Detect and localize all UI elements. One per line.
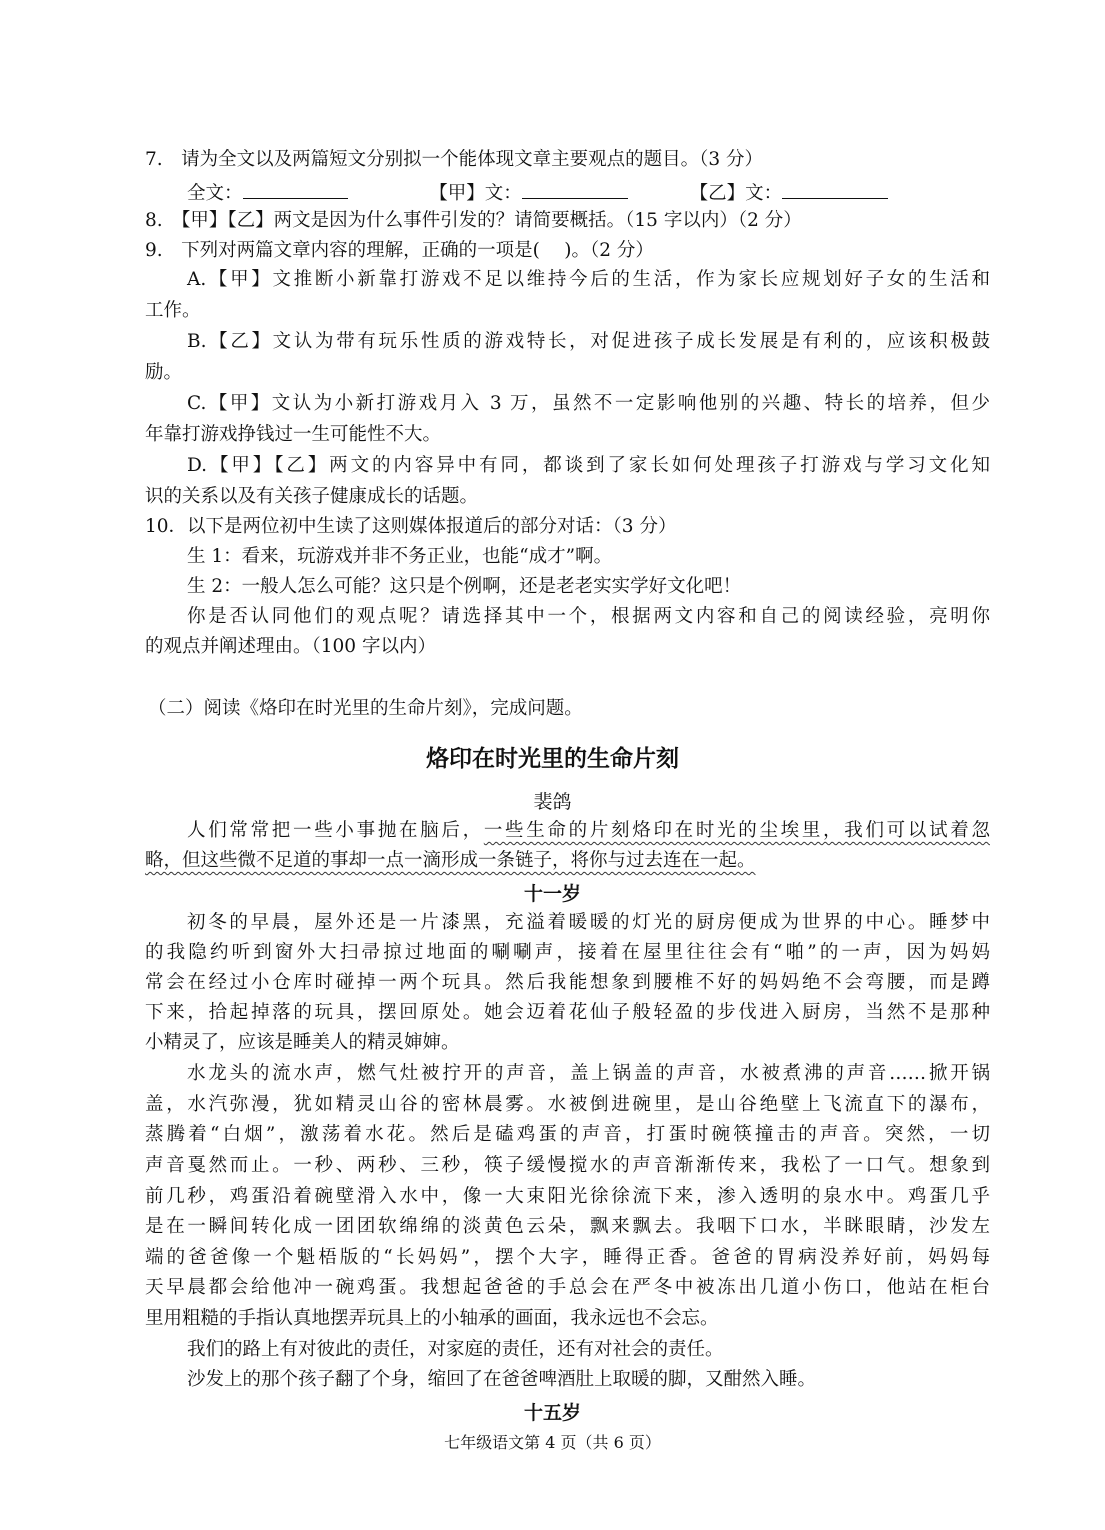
option-b-line1: B.【乙】文认为带有玩乐性质的游戏特长，对促进孩子成长发展是有利的，应该积极鼓 [187, 331, 990, 352]
label-full-text: 全文： [187, 183, 243, 204]
paragraph-2-line6: 是在一瞬间转化成一团团软绵绵的淡黄色云朵，飘来飘去。我咽下口水，半眯眼睛，沙发左 [145, 1216, 990, 1237]
paragraph-2-line7: 端的爸爸像一个魁梧版的“长妈妈”，摆个大字，睡得正香。爸爸的胃病没养好前，妈妈每 [145, 1247, 990, 1268]
question-7-answer-row [187, 180, 1032, 207]
paragraph-1-line4: 下来，拾起掉落的玩具，摆回原处。她会迈着花仙子般轻盈的步伐进入厨房，当然不是那种 [145, 1002, 990, 1023]
question-8: 8. 【甲】【乙】两文是因为什么事件引发的？请简要概括。（15 字以内）（2 分） [145, 210, 802, 231]
paragraph-2-line3: 蒸腾着“白烟”，激荡着水花。然后是磕鸡蛋的声音，打蛋时碗筷撞击的声音。突然，一切 [145, 1124, 990, 1145]
paragraph-2-line8: 天早晨都会给他冲一碗鸡蛋。我想起爸爸的手总会在严冬中被冻出几道小伤口，他站在柜台 [145, 1277, 990, 1298]
paragraph-3: 我们的路上有对彼此的责任，对家庭的责任，还有对社会的责任。 [187, 1339, 724, 1360]
paragraph-1-line1: 初冬的早晨，屋外还是一片漆黑，充溢着暖暖的灯光的厨房便成为世界的中心。睡梦中 [187, 912, 990, 933]
option-a-line1: A.【甲】文推断小新靠打游戏不足以维持今后的生活，作为家长应规划好子女的生活和 [187, 269, 990, 290]
question-10-prompt-line1: 你是否认同他们的观点呢？请选择其中一个，根据两文内容和自己的阅读经验，亮明你 [187, 606, 990, 627]
question-9: 9. 下列对两篇文章内容的理解，正确的一项是( )。（2 分） [145, 240, 654, 261]
lead-wavy-part2: 略，但这些微不足道的事却一点一滴形成一条链子，将你与过去连在一起。 [145, 850, 756, 871]
section-2-intro: （二）阅读《烙印在时光里的生命片刻》，完成问题。 [148, 698, 583, 719]
blank-full-text[interactable] [243, 180, 348, 199]
student-2-quote: 生 2：一般人怎么可能？这只是个例啊，还是老老实实学好文化吧！ [187, 576, 742, 597]
article-lead-line1 [187, 818, 990, 844]
article-lead-line2 [145, 848, 990, 874]
option-d-line2: 识的关系以及有关孩子健康成长的话题。 [145, 486, 479, 507]
lead-plain: 人们常常把一些小事抛在脑后， [187, 820, 484, 841]
label-text-a: 【甲】文： [429, 183, 522, 204]
question-10: 10．以下是两位初中生读了这则媒体报道后的部分对话：（3 分） [145, 516, 677, 537]
option-c-line2: 年靠打游戏挣钱过一生可能性不大。 [145, 424, 442, 445]
paragraph-1-line2: 的我隐约听到窗外大扫帚掠过地面的唰唰声，接着在屋里往往会有“啪”的一声，因为妈妈 [145, 942, 990, 963]
option-a-line2: 工作。 [145, 300, 201, 321]
option-c-line1: C.【甲】文认为小新打游戏月入 3 万，虽然不一定影响他别的兴趣、特长的培养，但少 [187, 393, 990, 414]
article-title: 烙印在时光里的生命片刻 [426, 746, 679, 772]
question-10-prompt-line2: 的观点并阐述理由。（100 字以内） [145, 636, 436, 657]
option-b-line2: 励。 [145, 362, 183, 383]
label-text-b: 【乙】文： [689, 183, 783, 204]
blank-text-b[interactable] [782, 180, 888, 199]
paragraph-2-line2: 盖，水汽弥漫，犹如精灵山谷的密林晨雾。水被倒进碗里，是山谷绝壁上飞流直下的瀑布， [145, 1094, 990, 1115]
lead-wavy-part1: 一些生命的片刻烙印在时光的尘埃里，我们可以试着忽 [483, 820, 990, 841]
question-7: 7. 请为全文以及两篇短文分别拟一个能体现文章主要观点的题目。（3 分） [145, 149, 764, 170]
page-footer: 七年级语文第 4 页（共 6 页） [444, 1433, 661, 1452]
option-d-line1: D.【甲】【乙】两文的内容异中有同，都谈到了家长如何处理孩子打游戏与学习文化知 [187, 455, 990, 476]
article-author: 裴鸽 [533, 791, 572, 813]
paragraph-4: 沙发上的那个孩子翻了个身，缩回了在爸爸啤酒肚上取暖的脚，又酣然入睡。 [187, 1369, 817, 1390]
heading-age-11: 十一岁 [523, 883, 581, 905]
paragraph-2-line5: 前几秒，鸡蛋沿着碗壁滑入水中，像一大束阳光徐徐流下来，渗入透明的泉水中。鸡蛋几乎 [145, 1186, 990, 1207]
paragraph-2-line1: 水龙头的流水声，燃气灶被拧开的声音，盖上锅盖的声音，水被煮沸的声音……掀开锅 [187, 1063, 990, 1084]
heading-age-15: 十五岁 [523, 1402, 581, 1424]
paragraph-2-line9: 里用粗糙的手指认真地摆弄玩具上的小轴承的画面，我永远也不会忘。 [145, 1308, 719, 1329]
paragraph-1-line5: 小精灵了，应该是睡美人的精灵婶婶。 [145, 1032, 460, 1053]
blank-text-a[interactable] [522, 180, 628, 199]
paragraph-1-line3: 常会在经过小仓库时碰掉一两个玩具。然后我能想象到腰椎不好的妈妈绝不会弯腰，而是蹲 [145, 972, 990, 993]
student-1-quote: 生 1：看来，玩游戏并非不务正业，也能“成才”啊。 [187, 546, 613, 567]
paragraph-2-line4: 声音戛然而止。一秒、两秒、三秒，筷子缓慢搅水的声音渐渐传来，我松了一口气。想象到 [145, 1155, 990, 1176]
